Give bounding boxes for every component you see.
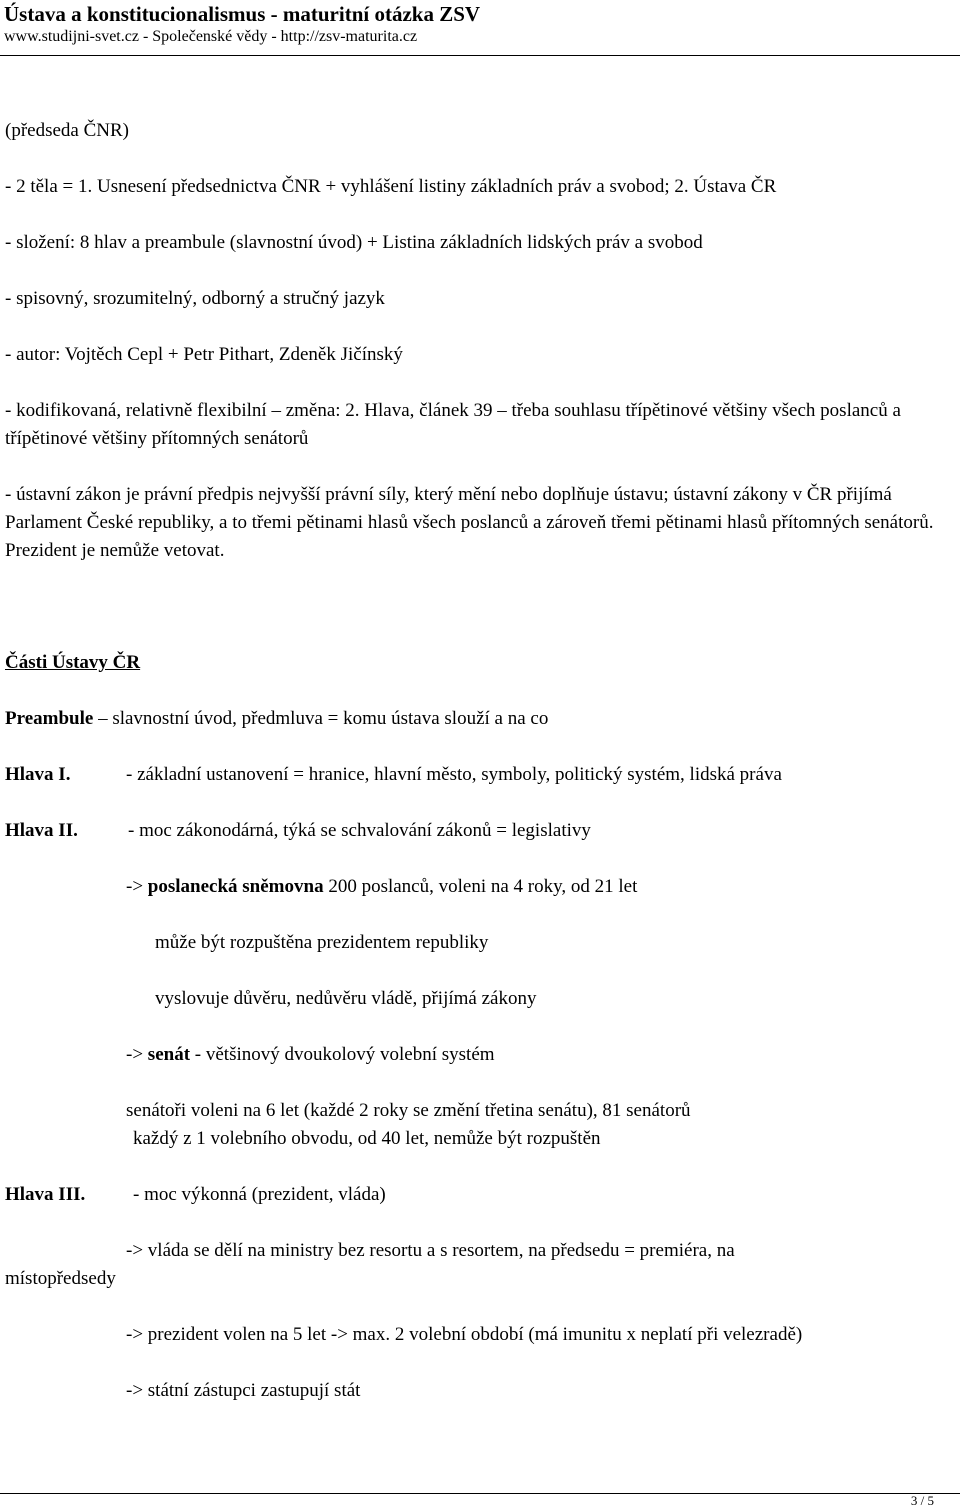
senate-text: - většinový dvoukolový volební systém [190, 1044, 495, 1065]
chamber-arrow: -> [126, 876, 148, 897]
chamber-line [126, 873, 637, 901]
paragraph-constitutional-law: - ústavní zákon je právní předpis nejvyšší právní síly, který mění nebo doplňuje ústavu; ústavní zákony v ČR přijímá Parlament České republiky, a to třemi pětinami hlasů všech poslanců a zároveň třemi pětinami hlasů přítomných senátorů. Prezident je nemůže vetovat. [5, 484, 934, 561]
prosecutors-line: -> státní zástupci zastupují stát [126, 1380, 361, 1401]
preamble-text: – slavnostní úvod, předmluva = komu ústava slouží a na co [93, 708, 549, 729]
header-divider [0, 55, 960, 56]
document-subtitle: www.studijni-svet.cz - Společenské vědy - http://zsv-maturita.cz [4, 28, 418, 45]
senate-label: senát [147, 1044, 191, 1065]
chapter-1-label: Hlava I. [5, 764, 71, 785]
paragraph-chairman: (předseda ČNR) [5, 120, 129, 141]
chamber-label: poslanecká sněmovna [147, 876, 324, 897]
preamble-label: Preambule [5, 708, 94, 729]
footer-divider [0, 1493, 960, 1494]
page-header [4, 2, 956, 48]
paragraph-codified: - kodifikovaná, relativně flexibilní – změna: 2. Hlava, článek 39 – třeba souhlasu třípětinové většiny všech poslanců a třípětinové většiny přítomných senátorů [5, 400, 901, 449]
senate-district: každý z 1 volebního obvodu, od 40 let, nemůže být rozpuštěn [133, 1128, 601, 1149]
chamber-text: 200 poslanců, voleni na 4 roky, od 21 let [323, 876, 638, 897]
chamber-dissolution: může být rozpuštěna prezidentem republiky [155, 932, 489, 953]
president-line: -> prezident volen na 5 let -> max. 2 volební období (má imunitu x neplatí při velezradě) [126, 1324, 803, 1345]
paragraph-composition: - složení: 8 hlav a preambule (slavnostní úvod) + Listina základních lidských práv a svobod [5, 232, 703, 253]
government-line-continued: místopředsedy [5, 1268, 116, 1289]
senate-term: senátoři voleni na 6 let (každé 2 roky se změní třetina senátu), 81 senátorů [126, 1100, 691, 1121]
chapter-3-label: Hlava III. [5, 1184, 86, 1205]
paragraph-authors: - autor: Vojtěch Cepl + Petr Pithart, Zdeněk Jičínský [5, 344, 403, 365]
chapter-1-text: - základní ustanovení = hranice, hlavní město, symboly, politický systém, lidská práva [126, 764, 782, 785]
chamber-powers: vyslovuje důvěru, nedůvěru vládě, přijímá zákony [155, 988, 537, 1009]
chapter-2-text: - moc zákonodárná, týká se schvalování zákonů = legislativy [128, 820, 591, 841]
section-heading: Části Ústavy ČR [5, 652, 141, 673]
senate-arrow: -> [126, 1044, 148, 1065]
paragraph-two-bodies: - 2 těla = 1. Usnesení předsednictva ČNR + vyhlášení listiny základních práv a svobod; 2. Ústava ČR [5, 176, 777, 197]
paragraph-language: - spisovný, srozumitelný, odborný a stručný jazyk [5, 288, 385, 309]
government-line: -> vláda se dělí na ministry bez resortu a s resortem, na předsedu = premiéra, na [126, 1240, 735, 1261]
preamble-line [5, 705, 548, 733]
document-title: Ústava a konstitucionalismus - maturitní otázka ZSV [4, 2, 481, 26]
senate-line [126, 1041, 495, 1069]
page-number: 3 / 5 [910, 1493, 934, 1508]
chapter-2-label: Hlava II. [5, 820, 78, 841]
chapter-3-text: - moc výkonná (prezident, vláda) [133, 1184, 386, 1205]
